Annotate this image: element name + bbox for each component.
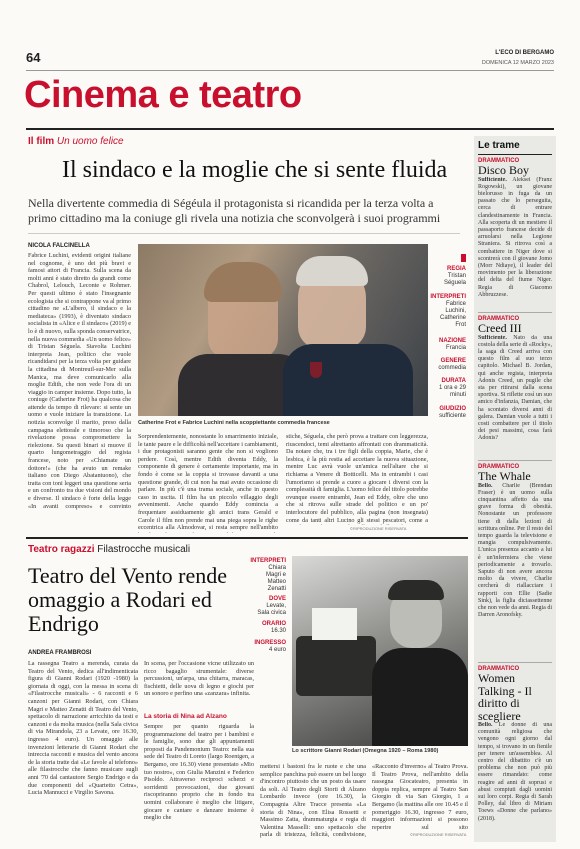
photo-paper [312,608,357,640]
rodari-photo [292,556,468,746]
photo-hair [388,580,444,600]
sidebar-item-rule [478,460,552,461]
photo-figure-right-hair [296,256,368,286]
paper-name: L'ECO DI BERGAMO [495,50,554,56]
headline: Il sindaco e la moglie che si sente fluida [62,157,448,183]
item-genre: DRAMMATICO [478,316,520,322]
sidebar-item [478,464,552,658]
theatre-info-box [250,558,286,678]
sidebar-title: Le trame [478,140,520,151]
info-value-regia: Tristan Séguela [443,273,466,286]
item-body [478,177,552,303]
info-label-ingresso: INGRESSO [254,640,286,646]
issue-date: DOMENICA 12 MARZO 2023 [481,60,554,66]
photo-figure-left-hair [204,262,282,302]
item-genre: DRAMMATICO [478,666,520,672]
article-body-col1: Fabrice Luchini, evidenti origini italiane nel cognome, è uno dei più bravi e famosi attori di Francia. Sulla scena da molti anni è stato diretto da grandi come Chabrol, Lelouch, Leconte e Rohmer. Per questi ultimo è stato l'insegnante ecologista che si contrappone va al primo cittadino ne «L'albero, il sindaco e la mediateca» (1993), è diventato sindaco socialista in «Alice e il sindaco» (2019) e lo è di nuovo, sulla sponda conservatrice, nella nuova commedia «Un uomo felice» di Tristan Séguela. Stavolta Luchini interpreta Jean, politico che vuole ricandidarsi per la terza volta per guidare la cittadina di Montreuil-sur-Mer sulla Manica, ma deve comunicarlo alla moglie Edith, che non vede l'ora di un viaggio in camper insieme. Dopo tutto, la coniuge (Catherine Frot) ha qualcosa che attende da tempo di rilevare: si sente un uomo e vuole iniziare la transizione. La notizia sconvolge il marito, preso dalla campagna elettorale e timoroso che la rivelazione possa compromettere la rielezione. Su questi binari si muove il quarto lungometraggio del regista francese, noto per «Chiamate un dottore!» (che ha avuto un remake italiano con Diego Abatantuono), che tratta con toni leggeri una questione seria e un confronto tra due visioni del mondo e diverse. Il sindaco è forte della legge «In avanti compreso» e convinto [28,252,131,510]
info-value-ingresso: 4 euro [268,647,286,653]
sidebar-item [478,316,552,456]
sidebar-title-rule [478,154,552,155]
subhead: Nella divertente commedia di Ségéula il protagonista si ricandida per la terza volta a primo cittadino ma la coniuge gli rivela una notizia che sconvolgerà i suoi programmi [28,196,441,225]
subhead: La storia di Nina ad Alzano [144,713,227,720]
item-body [478,483,552,653]
info-value-interpreti: Fabrice Luchini, Catherine Frot [439,301,466,328]
kicker [28,136,124,147]
article-body-col3: stiche, Séguela, che però prova a trattare con leggerezza, riuscendoci, temi altrettanto affrontati con drammaticità. Da notare che, tra i tre figli della coppia, Marie, che è lesbica, è la più restia ad accettare la nuova situazione, mentre Luc avrà vuole un'amica nell'altare che si richiama a Venere di Botticelli. Ma in entrambi i casi l'umorismo si prende a cuore a giocare i diversi con la complessità di famiglia. L'uomo felice del titolo potrebbe ovunque essere entrambi, Jean ed Eddy, oltre che uno che si ritrova sulle strade del politico e un po' interlocutore del pubblico, alla pagina (non insegnata) come da tanti altri Lucino gli stessi pescatori, come a [286,433,428,524]
photo-suit [372,648,468,746]
item-text: Nato da una costola della serie di «Rocky», la saga di Creed arriva con questo film al suo terzo capitolo. Michael B. Jordan, qui anche regista, interpreta Adonis Creed, un pugile che sta per ritirarsi dalla scena sportiva. Si riflette così un suo amico d'infanzia, Damian, che ha scontato diversi anni di galera. Damian vuole a tutti i costi combattere per il titolo dei pesi massimi, cosa farà Adonis? [478,334,552,442]
photo-caption: Catherine Frot e Fabrice Luchini nella scoppiettante commedia francese [138,420,330,426]
reprod-note: ©RIPRODUZIONE RISERVATA [410,832,467,837]
article-body-col2: In scena, per l'occasione vicne utilizzato un ricco bagaglio strumentale: diverse percussioni, un'arpa, una chitarra, maracas, fischietti, delle uova di legno e giochi per un sonoro e perfino una «zanzara» infinita. [144,660,254,698]
article-body-col2: Sorprendentemente, nonostante lo smarrimento iniziale, le tante paure e le difficoltà nell'accettare i cambiamenti, i due protagonisti saranno gente che non si vogliono perdere. Così, mentre Edith diventa Eddy, la componente di genere è certamente importante, ma in fondo è come se la coppia si trovasse davanti a una questione grande, di cui non ha mai avuto occasione di parlare. In più c'è una trama sociale, anche in questo caso in uscita. Il film ha un piccolo villaggio degli avvenimenti. Anche quando Eddy comincia a frequentare assiduamente gli amici trans Gerald e Carole il film non prende mai una piega sopra le righe eccentrica alla Almodovar, si resta sempre nell'ambito [138,433,278,532]
info-marker [461,254,466,262]
info-value-nazione: Francia [445,345,466,351]
item-rating: Bello. [478,482,493,489]
item-title: Women Talking - Il diritto di scegliere [478,671,532,723]
info-value-giudizio: sufficiente [439,413,466,419]
kicker-text: Filastrocche musicali [97,544,191,555]
photo-typewriter [296,636,376,696]
item-genre: DRAMMATICO [478,158,520,164]
kicker-tag: Teatro ragazzi [28,544,95,555]
item-title: Creed III [478,321,522,335]
kicker-tag: Il film [28,136,55,147]
item-rating: Sufficiente. [478,334,507,341]
sidebar-item [478,666,552,838]
photo-figure-right-body [283,344,413,416]
byline: ANDREA FRAMBROSI [28,650,92,656]
item-title: The Whale [478,469,531,483]
info-label-genere: GENERE [440,358,466,364]
kicker [28,544,190,555]
article-body-col2b: Sempre per quanto riguarda la programmazione del teatro per i bambini e le famiglie, sono due gli appuntamenti proposti da Pandemonium Teatro: nella sua sede del Teatro di Loreto (largo Roentgen, a Bergamo, ore 16.30) viene presentato «Mio tuo nostro», con Giulia Manzini e Federico Pisoldo. Attraverso reciproci scherzi e sorridenti provocazioni, due giovani riscopriranno proprio che in fondo tra uomini collaborare è meglio che litigare, giocare e cantare e danzare insieme è meglio che [144,723,254,822]
info-label-regia: REGIA [446,266,466,272]
sidebar-trame [474,136,556,842]
item-rating: Sufficiente. [478,176,507,183]
kicker-text: Un uomo felice [56,136,124,147]
article-body-col3: mettersi i bastoni fra le ruote e che una semplice panchina può essere un bel luogo d'incontro piuttosto che un posto da usare da soli. Al Teatro degli Storti di Alzano Lombardo invece (ore 16.30), la Compagnia Altre Tracce presenta «La storia di Nina», con Elisa Rossetti e Massimo Zatta, drammaturgia e regia di Valentina Masselli: uno spettacolo che parla di tristezza, felicità, condivisione, [260,763,366,838]
item-genre: DRAMMATICO [478,464,520,470]
headline: Teatro del Vento rende omaggio a Rodari ed Endrigo [28,563,228,636]
info-label-dove: DOVE [268,596,286,602]
item-body [478,722,552,832]
film-info-box [432,254,466,424]
item-text: Le donne di una comunità religiosa che vengono ogni giorno dal tempo, si trovano in un fienile per tenere un'assemblea. Al centro del dibattito c'è un problema che non può più essere rimandato: come reagire ad anni di soprusi e abusi compiuti dagli uomini sui loro corpi. Regia di Sarah Polley, dal libro di Miriam Toews «Donne che parlano» (2018). [478,722,552,822]
page-number: 64 [26,50,41,65]
photo-caption: Lo scrittore Gianni Rodari (Omegna 1920 – Roma 1980) [292,748,439,754]
sidebar-item [478,158,552,308]
info-label-giudizio: GIUDIZIO [439,406,466,412]
item-body [478,335,552,453]
item-title: Disco Boy [478,163,529,177]
info-label-durata: DURATA [441,378,466,384]
article-body-col4: «Racconto d'inverno» al Teatro Prova. Il Teatro Prova, nell'ambito della rassegna Giocateatro, presenta in doppia replica, sempre al Teatro San Giorgio di via San Giorgio, 1 a Bergamo (la mattina alle ore 10.45 e il pomeriggio 16.30, ingresso 7 euro, maggiori informazioni si possono reperire sul sito [372,763,468,831]
article-divider [26,537,468,539]
info-value-durata: 1 ora e 29 minuti [438,385,466,398]
item-text: Aleksei (Franz Rogowski), un giovane bielorusso in fuga da un passato che lo perseguita, cerca di entrare clandestinamente in Francia. Alla scoperta di un mestiere il passaporto francese decide di arruolarsi nella Legione Straniera. Si ritrova così a combattere in Niger dove si scontrerà con il giovane Jomo (Morr Ndiaye), il leader del movimento per la liberazione del delta del fiume Niger. Regia di Giacomo Abbruzzese. [478,176,552,298]
item-rating: Bello. [478,722,493,728]
info-value-orario: 16.30 [270,628,286,634]
reprod-note: ©RIPRODUZIONE RISERVATA [350,526,407,531]
sidebar-item-rule [478,662,552,663]
info-label-interpreti: INTERPRETI [250,558,286,564]
info-label-nazione: NAZIONE [439,338,466,344]
info-label-orario: ORARIO [262,621,286,627]
info-value-interpreti: Chiara Magri e Matteo Zenatti [265,565,286,592]
film-photo [138,244,428,416]
item-text: Charlie (Brendan Fraser) è un uomo sulla cinquantina affetto da una grave forma di obesità. Nonostante un professore tiene di dalla lezioni di scrittura online. Per il resto del tempo guarda la televisione e mangia compulsivamente. L'unica presenza accanto a lui è un'infermiera che viene periodicamente a trovarlo. Saputo di non avere ancora molto da vivere, Charlie cercherà di riallacciare i rapporti con Ellie (Sadie Sink), la figlia diciassettenne che non vede da anni. Regia di Darren Aronofsky. [478,482,552,619]
section-title: Cinema e teatro [24,74,302,116]
article-body-col1: La rassegna Teatro a merenda, curata da Teatro del Vento, dedica all'indimenticata figura di Gianni Rodari (1920 -1980) la giornata di oggi, con la messa in scena di «Filastrocche musicali» - 6 racconti e 6 canzoni per Gianni Rodari, con Chiara Magri e Matteo Zenatti di Teatro del Vento, spettacolo di narrazione arricchito da testi e canzoni e da molta musica (nella Sala civica di via Mirandola, 23 a Levate, ore 16.30, ingresso 4 euro). Un omaggio alle invenzioni letterarie di Gianni Rodari che intreccia racconti e musica del vento ancora de la storia tratte dai «Le favole al telefono» alle filastrocche che fanno musicare sugli anni '70 dal cantautore Sergio Endrigo e da due componenti del «Quartetto Cetra», Lucia Mannucci e Virgilio Savona. [28,660,138,797]
byline: NICOLA FALCINELLA [28,243,90,249]
byline-rule [28,233,460,234]
sidebar-item-rule [478,312,552,313]
info-value-dove: Levate, Sala civica [257,603,286,616]
info-value-genere: commedia [438,365,466,371]
photo-wine-glass [310,362,322,378]
info-label-interpreti: INTERPRETI [430,294,466,300]
